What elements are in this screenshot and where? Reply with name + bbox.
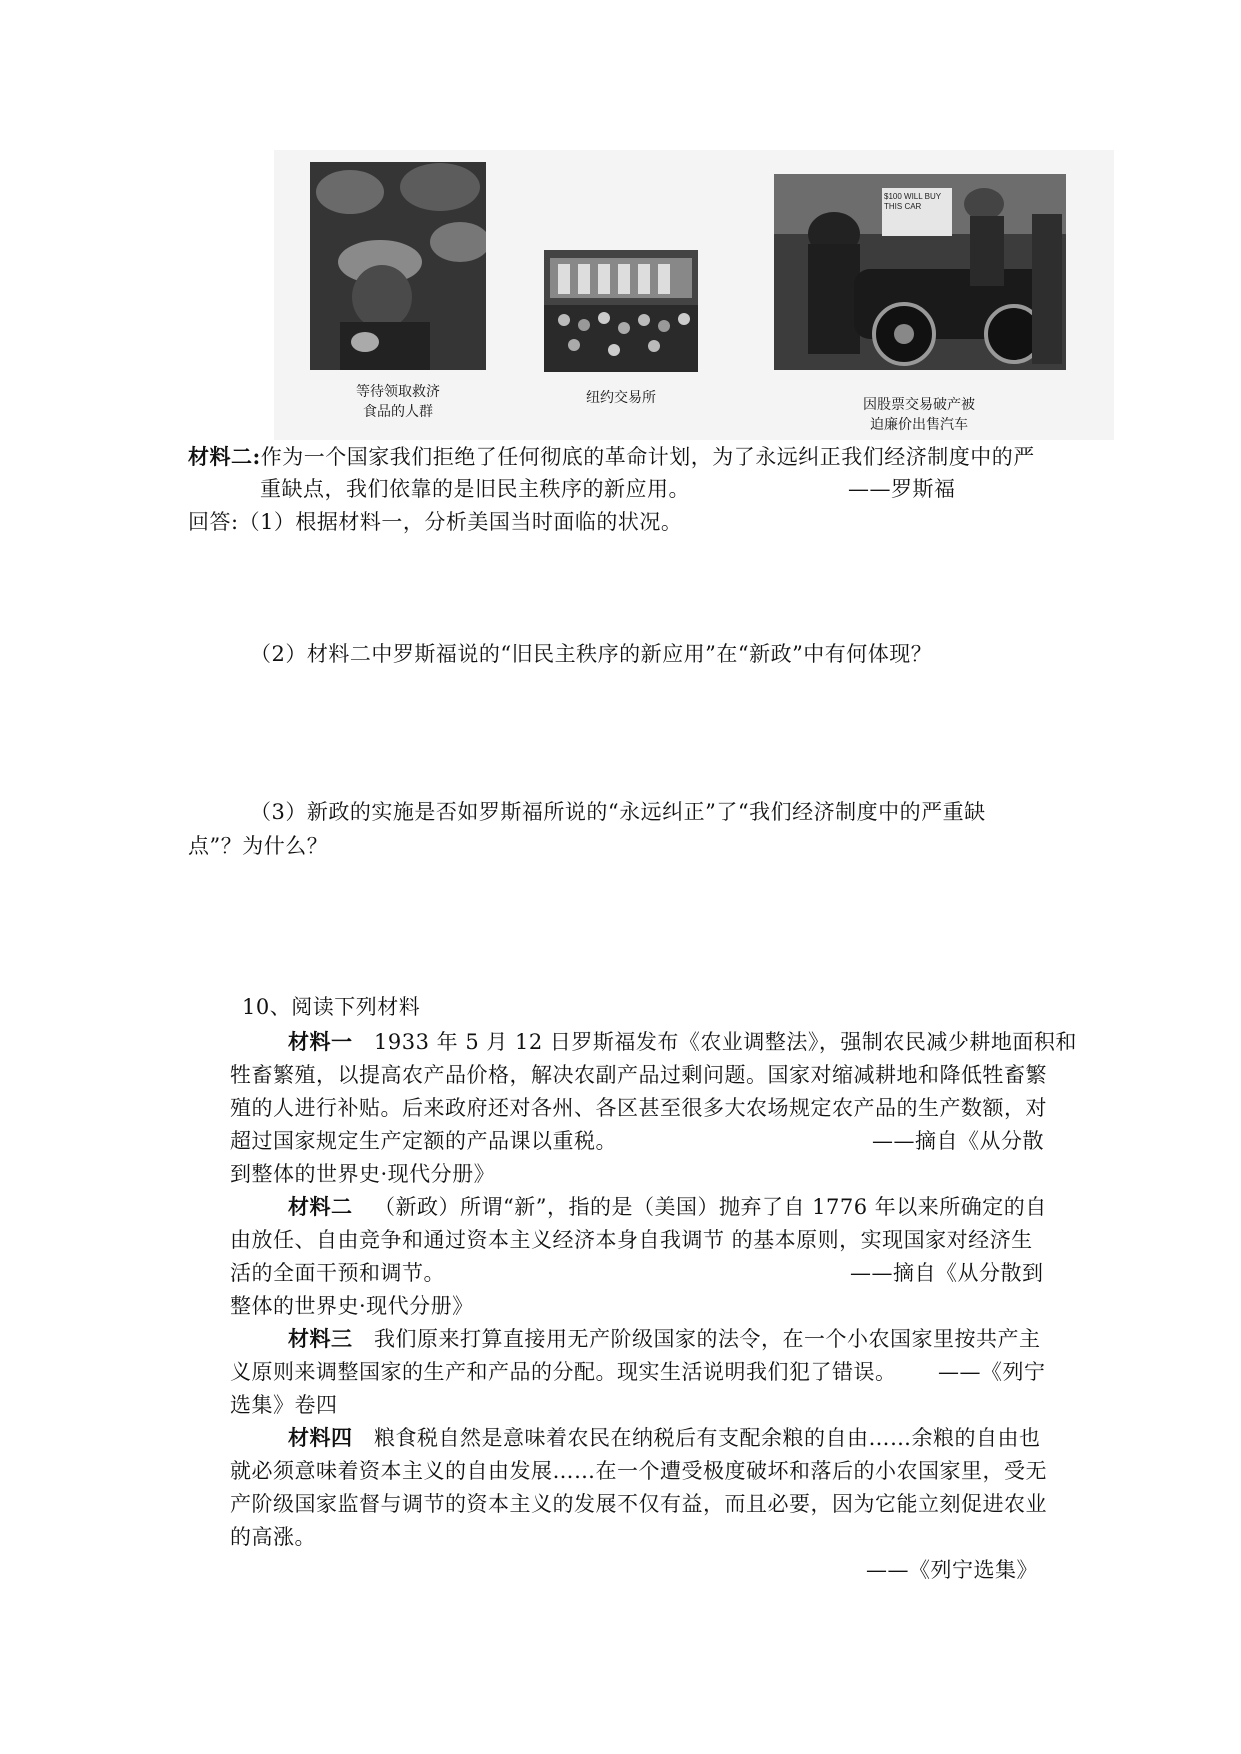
photo2-caption <box>544 388 698 408</box>
q10-m2-line3: 活的全面干预和调节。 <box>230 1261 445 1285</box>
q10-m4-line1 <box>288 1424 1041 1452</box>
question-1: 回答:（1）根据材料一，分析美国当时面临的状况。 <box>188 510 683 534</box>
material2-line2: 重缺点，我们依靠的是旧民主秩序的新应用。 <box>260 477 690 501</box>
photo1-caption-line2: 食品的人群 <box>363 404 433 420</box>
q10-m1-line4: 超过国家规定生产定额的产品课以重税。 <box>230 1129 617 1153</box>
q10-m3-label: 材料三 <box>288 1326 353 1351</box>
material2-source: ——罗斯福 <box>848 477 956 501</box>
photo1-caption <box>310 382 486 422</box>
q10-m3-line1 <box>288 1325 1041 1353</box>
q10-m1-line1 <box>288 1028 1077 1056</box>
q10-m1-source-a: ——摘自《从分散 <box>872 1129 1044 1153</box>
q10-m3-line2: 义原则来调整国家的生产和产品的分配。现实生活说明我们犯了错误。 <box>230 1360 897 1384</box>
q10-m3-text1: 我们原来打算直接用无产阶级国家的法令，在一个小农国家里按共产主 <box>374 1327 1041 1351</box>
q10-m2-source-b: 整体的世界史·现代分册》 <box>230 1294 474 1318</box>
car-sale-sign: $100 WILL BUY THIS CAR <box>884 192 941 211</box>
q10-m1-text1: 1933 年 5 月 12 日罗斯福发布《农业调整法》，强制农民减少耕地面积和 <box>374 1030 1077 1054</box>
material2-text-line1: 作为一个国家我们拒绝了任何彻底的革命计划，为了永远纠正我们经济制度中的严 <box>260 445 1035 469</box>
q10-m3-source-b: 选集》卷四 <box>230 1393 338 1417</box>
q10-m2-line1 <box>288 1193 1047 1221</box>
historical-photos <box>274 150 1114 440</box>
relief-crowd-illustration <box>310 162 486 370</box>
q10-m4-label: 材料四 <box>288 1425 353 1450</box>
q10-m2-line2: 由放任、自由竞争和通过资本主义经济本身自我调节 的基本原则，实现国家对经济生 <box>230 1228 1033 1252</box>
q10-m3-source-a: ——《列宁 <box>938 1360 1046 1384</box>
q10-m2-label: 材料二 <box>288 1194 353 1219</box>
q10-m2-source-a: ——摘自《从分散到 <box>850 1261 1044 1285</box>
photo-car-sale <box>774 174 1066 370</box>
q10-heading: 10、阅读下列材料 <box>242 995 421 1019</box>
photo3-caption-line2: 迫廉价出售汽车 <box>870 417 968 433</box>
material2-label: 材料二: <box>188 444 261 469</box>
q10-m2-text1: （新政）所谓“新”，指的是（美国）抛弃了自 1776 年以来所确定的自 <box>374 1195 1047 1219</box>
stock-exchange-illustration <box>544 250 698 372</box>
q10-m1-source-b: 到整体的世界史·现代分册》 <box>230 1162 496 1186</box>
photo1-caption-line1: 等待领取救济 <box>356 384 440 400</box>
q10-m4-source: ——《列宁选集》 <box>866 1558 1038 1582</box>
photo2-caption-text: 纽约交易所 <box>586 390 656 406</box>
photo3-caption <box>814 395 1024 435</box>
q10-m4-line2: 就必须意味着资本主义的自由发展……在一个遭受极度破坏和落后的小农国家里，受无 <box>230 1459 1047 1483</box>
q10-m4-line4: 的高涨。 <box>230 1525 316 1549</box>
q10-m1-line2: 牲畜繁殖，以提高农产品价格，解决农副产品过剩问题。国家对缩减耕地和降低牲畜繁 <box>230 1063 1047 1087</box>
q10-m1-label: 材料一 <box>288 1029 353 1054</box>
question-3-line2: 点”？为什么？ <box>188 834 329 858</box>
material2-line1 <box>188 443 1035 471</box>
question-3-line1: （3）新政的实施是否如罗斯福所说的“永远纠正”了“我们经济制度中的严重缺 <box>250 800 986 824</box>
q10-m4-text1: 粮食税自然是意味着农民在纳税后有支配余粮的自由……余粮的自由也 <box>374 1426 1041 1450</box>
photo3-caption-line1: 因股票交易破产被 <box>863 397 975 413</box>
photo-stock-exchange <box>544 250 698 372</box>
q10-m1-line3: 殖的人进行补贴。后来政府还对各州、各区甚至很多大农场规定农产品的生产数额，对 <box>230 1096 1047 1120</box>
photo-relief-crowd <box>310 162 486 370</box>
q10-m4-line3: 产阶级国家监督与调节的资本主义的发展不仅有益，而且必要，因为它能立刻促进农业 <box>230 1492 1047 1516</box>
question-2: （2）材料二中罗斯福说的“旧民主秩序的新应用”在“新政”中有何体现？ <box>250 642 933 666</box>
